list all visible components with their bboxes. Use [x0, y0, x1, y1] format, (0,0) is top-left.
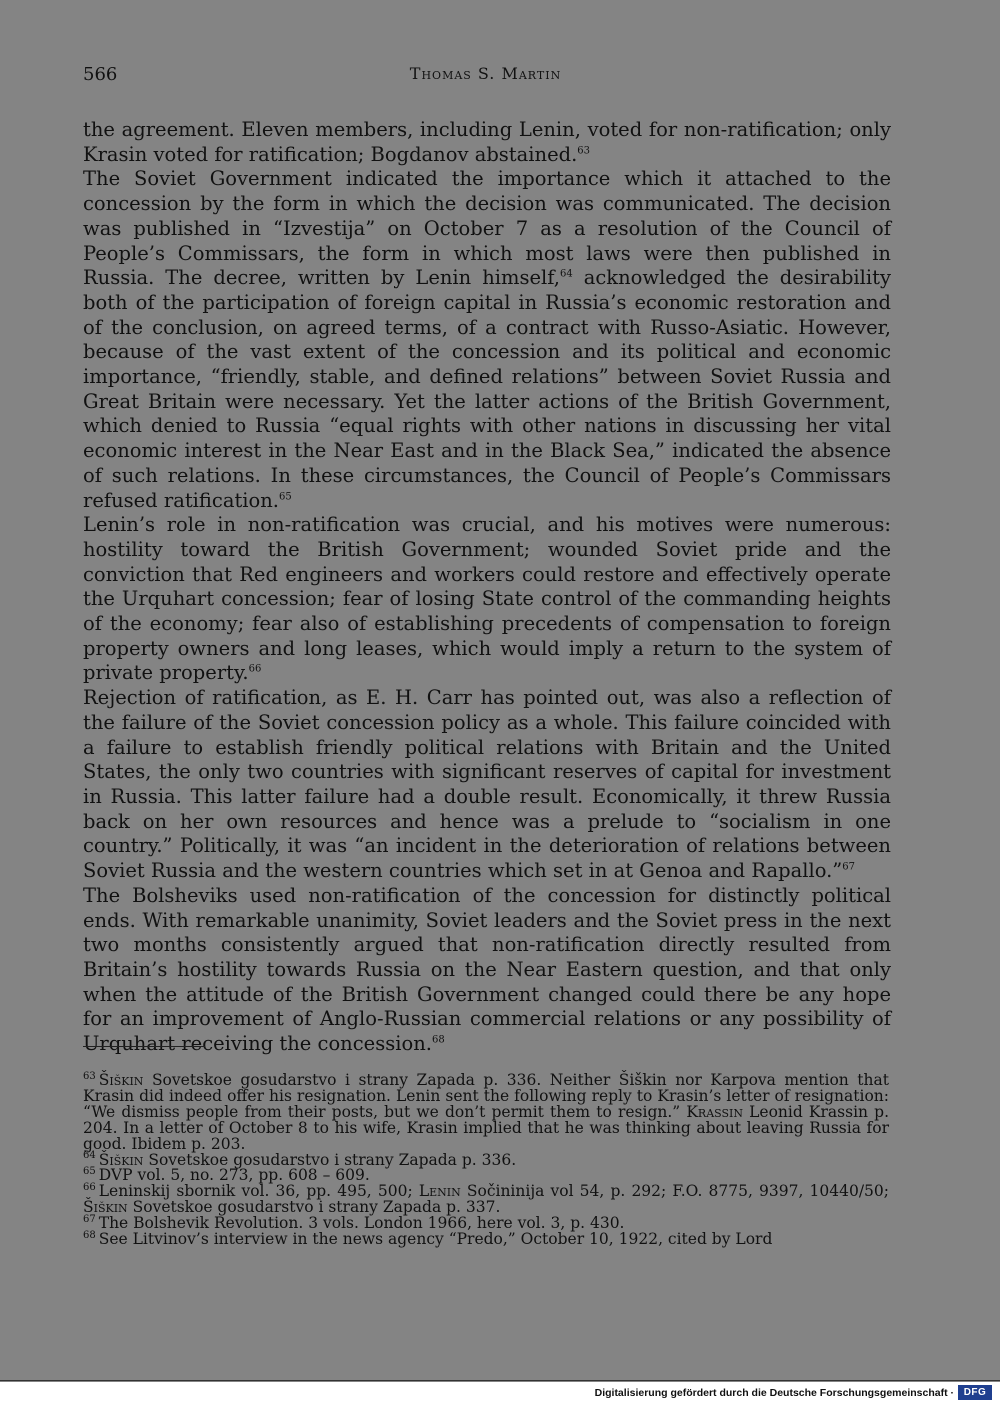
footnote-number: 64 [83, 1150, 96, 1162]
author-name: Krassin [686, 1102, 743, 1121]
footnote-rule [83, 1046, 205, 1047]
paragraph-text: The Soviet Government indicated the importance which it attached to the concession by the form in which the decision was communicated. The decision was published in “Izvestija” on October 7 as a resolution of the Council of People’s Commissars, the form in which most laws were then published in Russia. The decree, written by Lenin himself, [83, 167, 891, 290]
author-name: Šiškin [83, 1198, 128, 1217]
footnote [83, 1184, 889, 1216]
running-head [83, 64, 888, 88]
paragraph-text: the agreement. Eleven members, including Lenin, voted for non-ratification; only Krasin voted for ratification; Bogdanov abstained. [83, 118, 891, 166]
footnote-number: 68 [83, 1229, 96, 1241]
footnote-text: Sovetskoe gosudarstvo i strany Zapada p. 337. [127, 1198, 501, 1217]
footnote-marker[interactable]: 68 [431, 1034, 445, 1046]
paragraph-text: acknowledged the desirability both of the participation of foreign capital in Russia’s economic restoration and of the conclusion, on agreed terms, of a contract with Russo-Asiatic. However, because of the vast extent of the concession and its political and economic importance, “friendly, stable, and defined relations” between Soviet Russia and Great Britain were necessary. Yet the latter actions of the British Government, which denied to Russia “equal rights with other nations in discussing her vital economic interest in the Near East and in the Black Sea,” indicated the absence of such relations. In these circumstances, the Council of People’s Commissars refused ratification. [83, 266, 891, 512]
author-name: Šiškin [98, 1150, 144, 1169]
footnote [83, 1229, 889, 1249]
author-name: Lenin [418, 1182, 461, 1201]
footnote-number: 66 [83, 1182, 96, 1194]
paragraph-text: The Bolsheviks used non-ratification of the concession for distinctly political ends. With remarkable unanimity, Soviet leaders and the Soviet press in the next two months consistently argued that non-ratification directly resulted from Britain’s hostility towards Russia on the Near Eastern question, and that only when the attitude of the British Government changed could there be any hope for an improvement of Anglo-Russian commercial relations or any possibility of Urquhart receiving the concession. [83, 883, 891, 1056]
footnote-text: The Bolshevik Revolution. 3 vols. London 1966, here vol. 3, p. 430. [98, 1214, 625, 1233]
body-paragraph [83, 167, 891, 513]
running-title: Thomas S. Martin [409, 64, 562, 83]
footnote-marker[interactable]: 67 [842, 861, 855, 873]
author-name: Šiškin [98, 1071, 144, 1089]
body-paragraph [83, 513, 891, 686]
footnote-marker[interactable]: 64 [560, 268, 573, 280]
footnote [83, 1070, 889, 1153]
footer-separator [0, 1380, 1000, 1381]
footnote-number: 67 [83, 1214, 96, 1225]
paragraph-text: Rejection of ratification, as E. H. Carr has pointed out, was also a reflection of the failure of the Soviet concession policy as a whole. This failure coincided with a failure to establish friendly political relations with Britain and the United States, the only two countries with significant reserves of capital for investment in Russia. This latter failure had a double result. Economically, it threw Russia back on her own resources and hence was a prelude to “socialism in one country.” Politically, it was “an incident in the deterioration of relations between Soviet Russia and the western countries which set in at Genoa and Rapallo.” [83, 686, 891, 883]
footnote-text: Leonid Krassin p. 204. In a letter of October 8 to his wife, Krasin implied that he was thinking about leaving Russia for good. Ibidem p. 203. [83, 1102, 889, 1153]
footnote-marker[interactable]: 65 [279, 491, 292, 503]
dfg-logo[interactable]: DFG [958, 1385, 992, 1400]
paragraph-text: Lenin’s role in non-ratification was crucial, and his motives were numerous: hostility toward the British Government; wounded Soviet pride and the conviction that Red engineers and workers could restore and effectively operate the Urquhart concession; fear of losing State control of the commanding heights of the economy; fear also of establishing precedents of compensation to foreign property owners and long leases, which would imply a return to the system of private property. [83, 513, 891, 685]
footnote-text: Sočininija vol 54, p. 292; F.O. 8775, 9397, 10440/50; [460, 1182, 889, 1201]
footnotes [83, 1070, 889, 1249]
dfg-credit-text: Digitalisierung gefördert durch die Deutsche Forschungsgemeinschaft · [594, 1387, 954, 1399]
footnote-text: DVP vol. 5, no. 273, pp. 608 – 609. [98, 1166, 370, 1185]
footnote-text: Sovetskoe gosudarstvo i strany Zapada p. 336. [143, 1150, 517, 1169]
footnote-number: 65 [83, 1166, 96, 1178]
footnote-text: Sovetskoe gosudarstvo i strany Zapada p. 336. Neither Šiškin nor Karpova mention that Krasin did indeed offer his resignation. Lenin sent the following reply to Krasin’s letter of resignation: “We dismiss people from their posts, but we don’t permit them to resign.” [83, 1071, 889, 1121]
body-paragraph [83, 118, 891, 167]
footnote-number: 63 [83, 1070, 96, 1082]
footnote-marker[interactable]: 63 [577, 145, 591, 157]
body-paragraph [83, 686, 891, 884]
footnote-text: Leninskij sbornik vol. 36, pp. 495, 500; [98, 1182, 419, 1201]
body-text [83, 118, 891, 1057]
body-paragraph [83, 884, 891, 1057]
footnote-text: See Litvinov’s interview in the news agency “Predo,” October 10, 1922, cited by Lord [98, 1230, 773, 1249]
digitization-footer [0, 1382, 1000, 1403]
footnote-marker[interactable]: 66 [248, 663, 262, 675]
page-number: 566 [83, 64, 118, 85]
